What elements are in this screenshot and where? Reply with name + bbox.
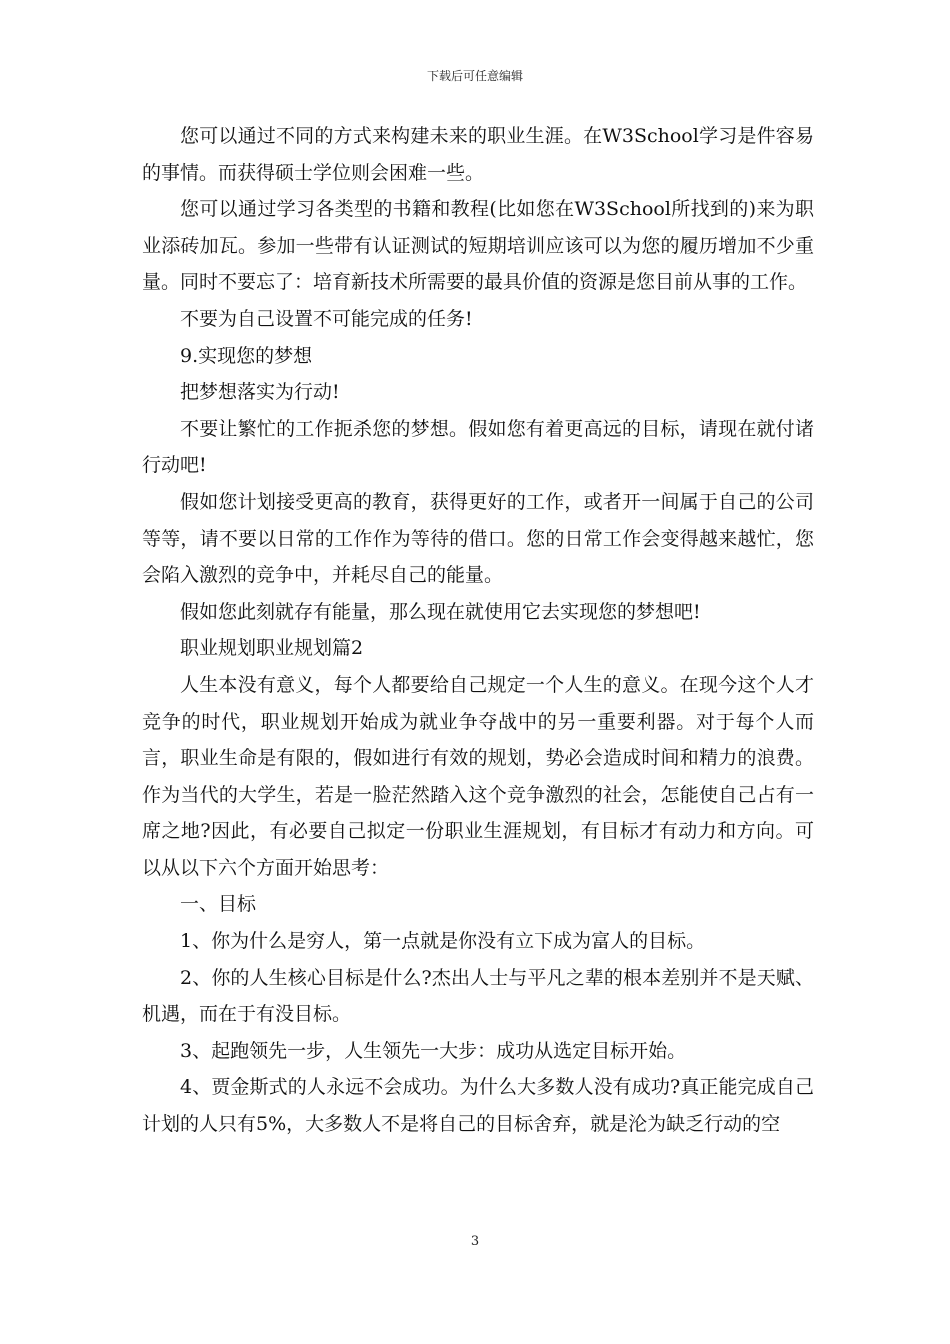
paragraph: 把梦想落实为行动! [180, 381, 340, 404]
paragraph: 不要让繁忙的工作扼杀您的梦想。假如您有着更高远的目标，请现在就付诸行动吧! [142, 417, 814, 477]
list-item: 3、起跑领先一步，人生领先一大步：成功从选定目标开始。 [180, 1039, 687, 1062]
paragraph: 不要为自己设置不可能完成的任务! [180, 307, 473, 330]
paragraph: 人生本没有意义，每个人都要给自己规定一个人生的意义。在现今这个人才竞争的时代，职业规划开始成为就业争夺战中的另一重要利器。对于每个人而言，职业生命是有限的，假如进行有效的规划，势必会造成时间和精力的浪费。作为当代的大学生，若是一脸茫然踏入这个竞争激烈的社会，怎能使自己占有一席之地?因此，有必要自己拟定一份职业生涯规划，有目标才有动力和方向。可以从以下六个方面开始思考： [142, 673, 814, 879]
page-number: 3 [470, 1234, 480, 1249]
paragraph: 假如您计划接受更高的教育，获得更好的工作，或者开一间属于自己的公司等等，请不要以日常的工作作为等待的借口。您的日常工作会变得越来越忙，您会陷入激烈的竞争中，并耗尽自己的能量。 [142, 490, 814, 587]
section-heading: 9.实现您的梦想 [180, 344, 313, 367]
list-item: 2、你的人生核心目标是什么?杰出人士与平凡之辈的根本差别并不是天赋、机遇，而在于有没目标。 [142, 966, 814, 1026]
list-item: 1、你为什么是穷人，第一点就是你没有立下成为富人的目标。 [180, 930, 706, 953]
page-header: 下载后可任意编辑 [426, 69, 523, 83]
paragraph: 您可以通过不同的方式来构建未来的职业生涯。在W3School学习是件容易的事情。而获得硕士学位则会困难一些。 [142, 125, 814, 184]
paragraph: 假如您此刻就存有能量，那么现在就使用它去实现您的梦想吧! [180, 600, 701, 623]
document-body [142, 118, 814, 1143]
paragraph: 您可以通过学习各类型的书籍和教程(比如您在W3School所找到的)来为职业添砖加瓦。参加一些带有认证测试的短期培训应该可以为您的履历增加不少重量。同时不要忘了：培育新技术所需要的最具价值的资源是您目前从事的工作。 [142, 198, 814, 294]
list-item: 4、贾金斯式的人永远不会成功。为什么大多数人没有成功?真正能完成自己计划的人只有5%，大多数人不是将自己的目标舍弃，就是沦为缺乏行动的空 [142, 1076, 814, 1136]
section-title: 职业规划职业规划篇2 [180, 637, 364, 660]
subsection-heading: 一、目标 [180, 893, 257, 916]
